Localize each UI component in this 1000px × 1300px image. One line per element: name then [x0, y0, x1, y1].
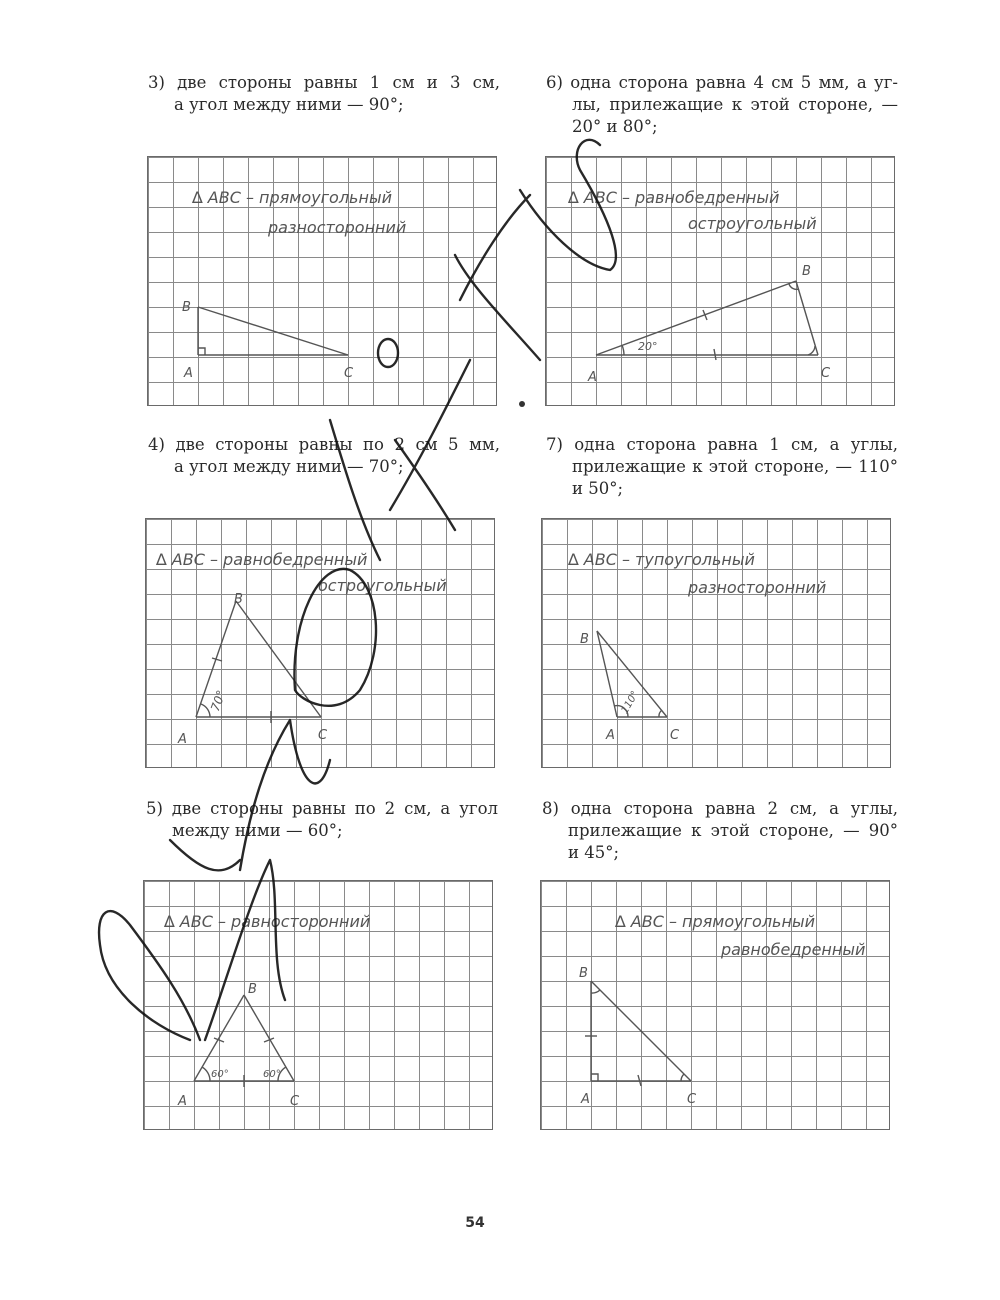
task-6-text [546, 72, 898, 138]
vertex-b: B [579, 966, 588, 981]
vertex-a: A [184, 366, 193, 381]
task-8-line-2: прилежащие к этой стороне, — 90° [568, 821, 898, 840]
angle-label-a: 70° [208, 688, 229, 714]
side-bc [591, 981, 691, 1081]
task-7-text [546, 434, 898, 500]
vertex-c: C [687, 1092, 697, 1107]
answer-3-line-2: разносторонний [268, 218, 407, 237]
answer-5-line-1: ∆ ABC – равносторонний [164, 912, 371, 931]
vertex-b: B [182, 300, 191, 315]
angle-arc-c [659, 710, 662, 717]
grid-task-8 [540, 880, 890, 1130]
vertex-c: C [821, 366, 831, 381]
page-number: 54 [465, 1215, 485, 1231]
drawing-task-8 [541, 881, 891, 1131]
answer-7-line-1: ∆ ABC – тупоугольный [568, 550, 755, 569]
grid-task-6 [545, 156, 895, 406]
task-6-line-2: лы, прилежащие к этой стороне, — [572, 95, 898, 114]
task-5-text [146, 798, 498, 842]
right-angle-mark [198, 348, 205, 355]
ink-dot [519, 401, 525, 407]
side-bc [198, 307, 348, 355]
task-8-line-1: 8) одна сторона равна 2 см, а углы, [542, 799, 898, 818]
angle-arc-a [622, 345, 624, 355]
grid-task-4 [145, 518, 495, 768]
vertex-b: B [580, 632, 589, 647]
task-8-text [542, 798, 898, 864]
vertex-b: B [802, 264, 811, 279]
task-3-line-1: 3) две стороны равны 1 см и 3 см, [148, 73, 500, 92]
task-6-line-1: 6) одна сторона равна 4 см 5 мм, а уг- [546, 73, 898, 92]
drawing-task-6 [546, 157, 896, 407]
task-4-line-2: а угол между ними — 70°; [174, 457, 404, 476]
answer-4-line-2: остроугольный [318, 576, 447, 595]
grid-task-5 [143, 880, 493, 1130]
tick-ac [714, 349, 716, 360]
vertex-b: B [248, 982, 257, 997]
angle-arc-b [591, 990, 600, 993]
tick-ab [212, 658, 222, 661]
vertex-a: A [581, 1092, 590, 1107]
vertex-c: C [318, 728, 328, 743]
angle-arc-a [202, 1067, 210, 1081]
task-7-line-2: прилежащие к этой стороне, — 110° [572, 457, 898, 476]
vertex-a: A [588, 370, 597, 385]
side-bc [236, 601, 321, 717]
vertex-a: A [178, 732, 187, 747]
angle-arc-c [808, 346, 815, 355]
drawing-task-7 [542, 519, 892, 769]
angle-arc-c [681, 1074, 684, 1081]
grid-task-3 [147, 156, 497, 406]
task-5-line-1: 5) две стороны равны по 2 см, а угол [146, 799, 498, 818]
task-7-line-3: и 50°; [572, 479, 624, 498]
angle-label-a: 110° [619, 689, 642, 716]
angle-label-a: 20° [638, 340, 658, 353]
angle-label-c: 60° [263, 1069, 281, 1080]
right-angle-mark [591, 1074, 598, 1081]
grid-task-7 [541, 518, 891, 768]
answer-3-line-1: ∆ ABC – прямоугольный [192, 188, 392, 207]
task-7-line-1: 7) одна сторона равна 1 см, а углы, [546, 435, 898, 454]
answer-6-line-2: остроугольный [688, 214, 817, 233]
vertex-c: C [344, 366, 354, 381]
answer-7-line-2: разносторонний [688, 578, 827, 597]
task-5-line-2: между ними — 60°; [172, 821, 343, 840]
drawing-task-5 [144, 881, 494, 1131]
task-4-text [148, 434, 500, 478]
angle-label-a: 60° [211, 1069, 229, 1080]
task-6-line-3: 20° и 80°; [572, 117, 658, 136]
task-3-line-2: а угол между ними — 90°; [174, 95, 404, 114]
side-bc [796, 281, 818, 355]
answer-4-line-1: ∆ ABC – равнобедренный [156, 550, 368, 569]
answer-6-line-1: ∆ ABC – равнобедренный [568, 188, 780, 207]
vertex-a: A [178, 1094, 187, 1109]
vertex-a: A [606, 728, 615, 743]
task-3-text [148, 72, 500, 116]
task-4-line-1: 4) две стороны равны по 2 см 5 мм, [148, 435, 500, 454]
drawing-task-3 [148, 157, 498, 407]
drawing-task-4 [146, 519, 496, 769]
vertex-c: C [290, 1094, 300, 1109]
side-ab [596, 281, 796, 355]
vertex-b: B [234, 592, 243, 607]
answer-8-line-2: равнобедренный [721, 940, 866, 959]
vertex-c: C [670, 728, 680, 743]
task-8-line-3: и 45°; [568, 843, 620, 862]
answer-8-line-1: ∆ ABC – прямоугольный [615, 912, 815, 931]
